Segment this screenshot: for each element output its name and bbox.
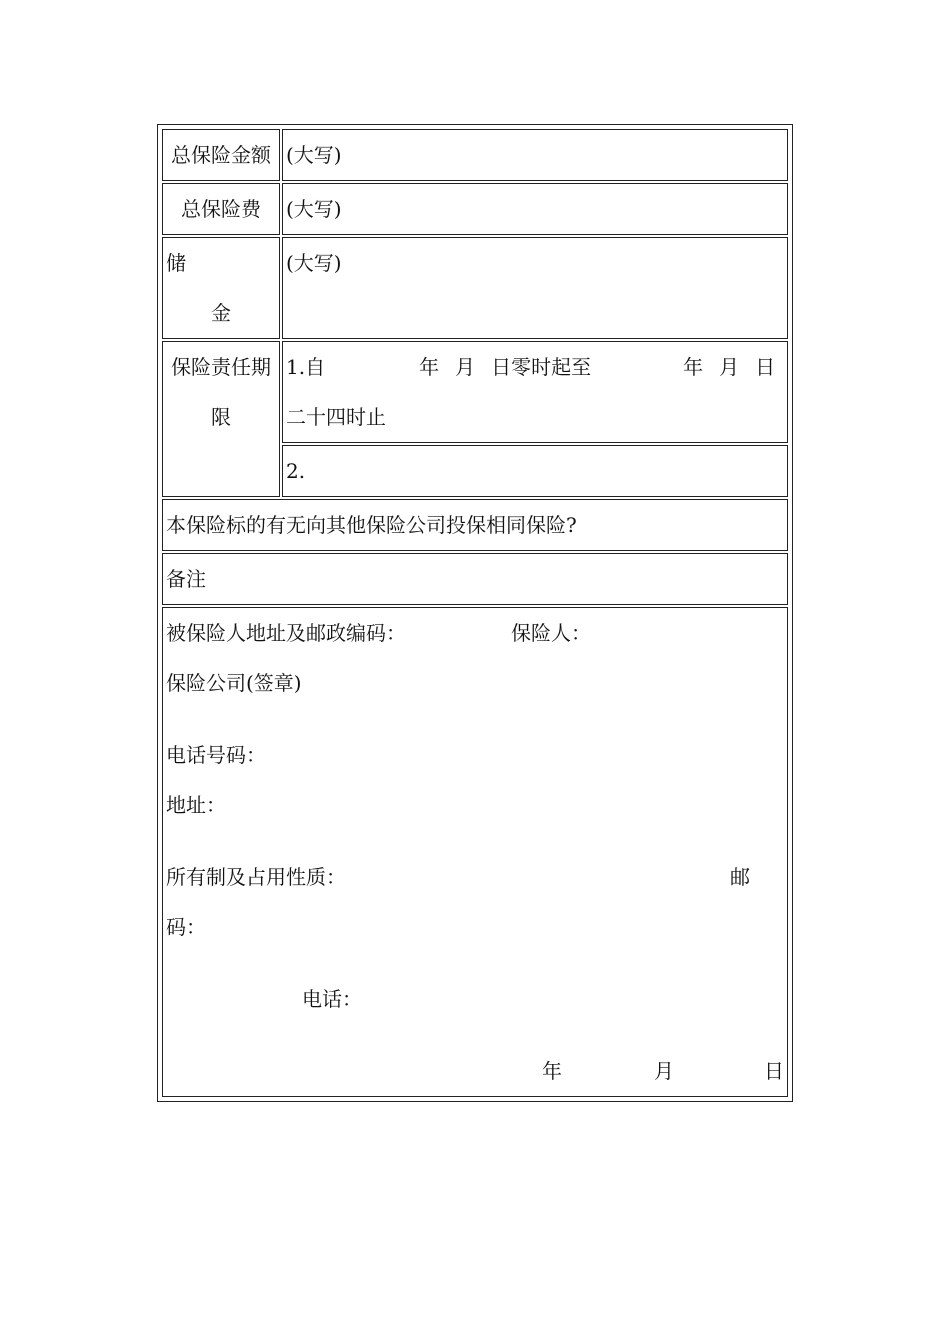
deposit-label-line1: 储 — [166, 251, 186, 275]
total-sum-field[interactable]: (大写) — [282, 129, 788, 181]
date-month: 月 — [654, 1059, 674, 1083]
insured-address-label: 被保险人地址及邮政编码： — [166, 621, 406, 645]
row-remarks — [162, 553, 788, 605]
row-other-insurance — [162, 499, 788, 551]
date-day: 日 — [764, 1059, 784, 1083]
deposit-label — [162, 237, 280, 339]
row-period — [162, 341, 788, 443]
tel-line — [166, 974, 784, 1024]
postcode-label-2: 码： — [166, 915, 206, 939]
company-seal-label: 保险公司(签章) — [166, 671, 302, 695]
total-premium-label: 总保险费 — [162, 183, 280, 235]
period-label-line1: 保险责任期 — [171, 355, 271, 379]
insurer-label: 保险人： — [511, 621, 591, 645]
other-insurance-question[interactable]: 本保险标的有无向其他保险公司投保相同保险? — [162, 499, 788, 551]
insurance-form — [157, 124, 793, 1102]
period-month1: 月 — [455, 355, 476, 379]
period-label — [162, 341, 280, 497]
row-deposit — [162, 237, 788, 339]
period-year1: 年 — [419, 355, 440, 379]
period-field-2[interactable]: 2. — [282, 445, 788, 497]
total-premium-field[interactable]: (大写) — [282, 183, 788, 235]
ownership-label: 所有制及占用性质： — [166, 865, 346, 889]
period-line1 — [286, 342, 784, 392]
insured-address-line — [166, 608, 784, 658]
period-month2: 月 — [719, 355, 740, 379]
period-day1: 日零时起至 — [491, 355, 592, 379]
row-contact-info — [162, 607, 788, 1097]
period-prefix: 1.自 — [286, 355, 326, 379]
address-label: 地址： — [166, 793, 226, 817]
date-year: 年 — [542, 1059, 562, 1083]
period-year2: 年 — [683, 355, 704, 379]
period-field-1[interactable] — [282, 341, 788, 443]
row-total-sum — [162, 129, 788, 181]
ownership-line — [166, 852, 784, 902]
postcode-label-1: 邮 — [730, 865, 750, 889]
contact-info-block[interactable] — [162, 607, 788, 1097]
insurance-form-table — [160, 127, 790, 1099]
period-line2: 二十四时止 — [286, 405, 386, 429]
date-line — [166, 1046, 784, 1096]
remarks-field[interactable]: 备注 — [162, 553, 788, 605]
deposit-field[interactable]: (大写) — [282, 237, 788, 339]
period-label-line2: 限 — [211, 405, 231, 429]
tel-label: 电话： — [302, 987, 362, 1011]
total-sum-label: 总保险金额 — [162, 129, 280, 181]
row-total-premium — [162, 183, 788, 235]
phone-label: 电话号码： — [166, 743, 266, 767]
period-day2: 日 — [755, 355, 776, 379]
deposit-label-line2: 金 — [211, 301, 231, 325]
